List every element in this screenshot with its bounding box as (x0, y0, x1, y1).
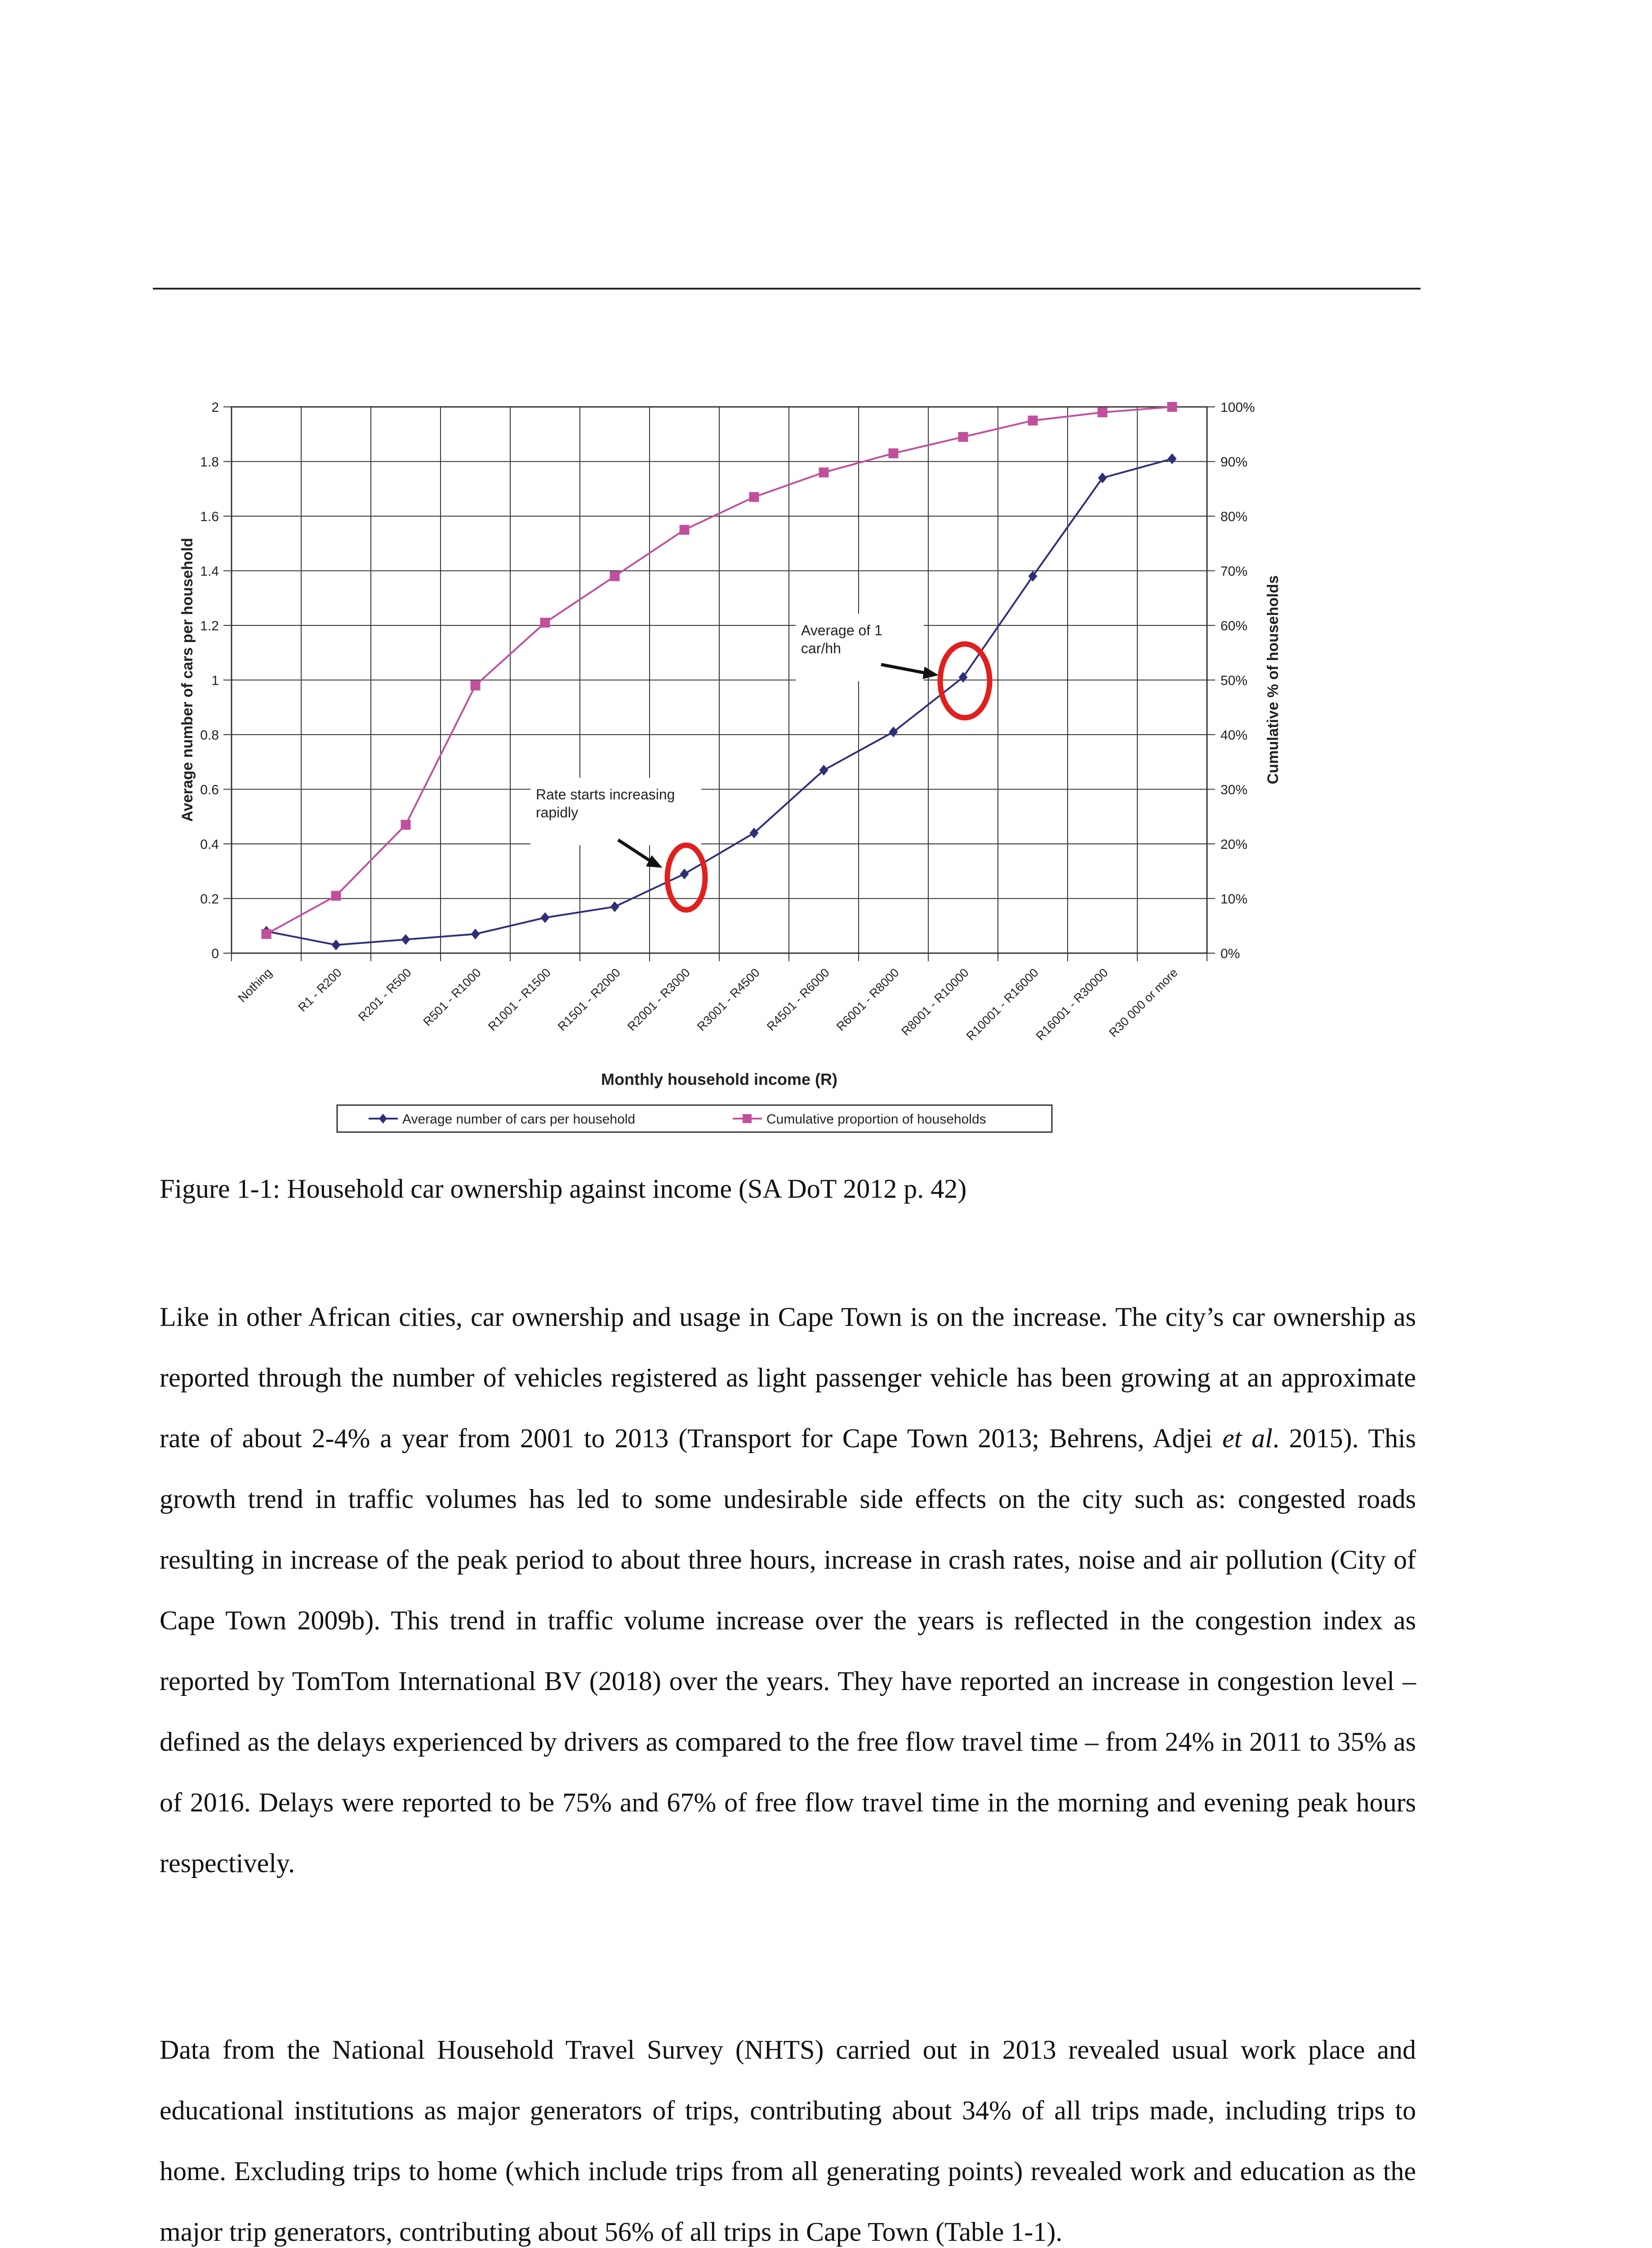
tick-label-right: 10% (1220, 892, 1248, 907)
category-label: R8001 - R10000 (899, 966, 971, 1039)
paragraph-1-italic: et al (1222, 1423, 1273, 1453)
legend-label: Cumulative proportion of households (766, 1112, 986, 1127)
tick-label-left: 1.4 (200, 564, 219, 579)
category-label: R201 - R500 (356, 966, 414, 1024)
y-axis-right-label: Cumulative % of households (1265, 575, 1282, 785)
category-label: R501 - R1000 (420, 966, 484, 1029)
tick-label-left: 0.6 (200, 782, 219, 798)
annotation-circle (940, 644, 990, 718)
series-point-square (680, 525, 690, 535)
series-point-diamond (401, 934, 410, 945)
right-axis-ticks (1207, 400, 1255, 961)
series-point-diamond (471, 928, 480, 939)
category-label: R1 - R200 (295, 966, 344, 1015)
tick-label-left: 1.6 (200, 509, 219, 524)
legend-marker-square (743, 1114, 752, 1123)
tick-label-left: 2 (211, 400, 219, 415)
tick-label-left: 1.2 (200, 619, 219, 633)
series-point-square (749, 492, 759, 502)
category-label: R6001 - R8000 (834, 966, 902, 1034)
body-paragraph-1 (160, 1287, 1416, 1894)
series-point-diamond (610, 901, 619, 912)
series-point-diamond (332, 940, 341, 950)
annotation-arrow-head (922, 667, 939, 679)
tick-label-right: 80% (1220, 509, 1248, 524)
tick-label-right: 70% (1220, 564, 1248, 579)
y-axis-left-label: Average number of cars per household (179, 538, 196, 822)
body-paragraph-2: Data from the National Household Travel Survey (NHTS) carried out in 2013 revealed usual work place and educational institutions as major generators of trips, contributing about 34% of all trips made, including trips to home. Excluding trips to home (which include trips from all generating points) revealed work and education as the major trip generators, contributing about 56% of all trips in Cape Town (Table 1-1). (160, 2035, 1416, 2247)
series-point-square (889, 448, 899, 458)
series-point-square (540, 618, 550, 628)
tick-label-right: 60% (1220, 619, 1248, 633)
series-point-square (819, 468, 829, 477)
category-label: R1501 - R2000 (555, 966, 623, 1034)
figure-caption: Figure 1-1: Household car ownership against income (SA DoT 2012 p. 42) (160, 1174, 967, 1204)
category-label: R1001 - R1500 (485, 966, 553, 1034)
category-label: R16001 - R30000 (1033, 966, 1111, 1043)
x-axis-ticks (232, 953, 1207, 1043)
tick-label-right: 40% (1220, 728, 1248, 743)
category-label: R2001 - R3000 (625, 966, 693, 1034)
tick-label-left: 1 (211, 673, 219, 688)
tick-label-right: 0% (1220, 946, 1240, 961)
tick-label-right: 50% (1220, 673, 1248, 688)
series-point-diamond (680, 869, 689, 879)
series-point-square (958, 432, 968, 442)
tick-label-left: 1.8 (200, 455, 219, 470)
series-point-diamond (889, 727, 898, 737)
paragraph-1-text-rest: . 2015). This growth trend in traffic volumes has led to some undesirable side effects on the city such as: congested roads resulting in increase of the peak period to about three hours, increase in crash rates, noise and air pollution (City of Cape Town 2009b). This trend in traffic volume increase over the years is reflected in the congestion index as reported by TomTom International BV (2018) over the years. They have reported an increase in congestion level – defined as the delays experienced by drivers as compared to the free flow travel time – from 24% in 2011 to 35% as of 2016. Delays were reported to be 75% and 67% of free flow travel time in the morning and evening peak hours respectively. (160, 1423, 1416, 1878)
annotation-text: rapidly (536, 804, 579, 821)
series-point-square (610, 571, 620, 581)
tick-label-left: 0.2 (200, 892, 219, 907)
tick-label-left: 0 (211, 946, 219, 961)
series-point-diamond (541, 912, 550, 923)
series-point-square (1098, 407, 1108, 417)
tick-label-right: 100% (1220, 400, 1255, 415)
chart-annotations (530, 614, 990, 910)
category-label: Nothing (235, 966, 275, 1005)
tick-label-right: 20% (1220, 837, 1248, 852)
chart-grid (232, 407, 1207, 953)
series-point-square (1028, 415, 1038, 425)
x-axis-label: Monthly household income (R) (601, 1070, 837, 1088)
series-point-square (1167, 402, 1177, 412)
annotation-text: Average of 1 (801, 622, 882, 638)
category-label: R30 000 or more (1106, 966, 1180, 1040)
paragraph-1-text: Like in other African cities, car ownership and usage in Cape Town is on the increase. The city’s car ownership as reported through the number of vehicles registered as light passenger vehicle has been growing at an approximate rate of about 2-4% a year from 2001 to 2013 (Transport for Cape Town 2013; Behrens, Adjei (160, 1302, 1416, 1453)
category-label: R3001 - R4500 (695, 966, 762, 1034)
series-point-diamond (1168, 453, 1177, 464)
series-point-square (331, 891, 341, 901)
category-label: R10001 - R16000 (963, 966, 1041, 1043)
tick-label-right: 90% (1220, 455, 1248, 470)
series-point-square (401, 820, 411, 830)
tick-label-left: 0.4 (200, 837, 219, 852)
chart-legend (337, 1105, 1052, 1132)
category-label: R4501 - R6000 (764, 966, 832, 1034)
left-axis-ticks (200, 400, 232, 961)
tick-label-left: 0.8 (200, 728, 219, 743)
annotation-text: Rate starts increasing (536, 786, 675, 803)
annotation-circle (668, 845, 705, 910)
series-point-square (471, 681, 481, 691)
legend-label: Average number of cars per household (402, 1112, 636, 1127)
annotation-text: car/hh (801, 640, 841, 656)
tick-label-right: 30% (1220, 782, 1248, 798)
series-point-square (262, 929, 272, 939)
